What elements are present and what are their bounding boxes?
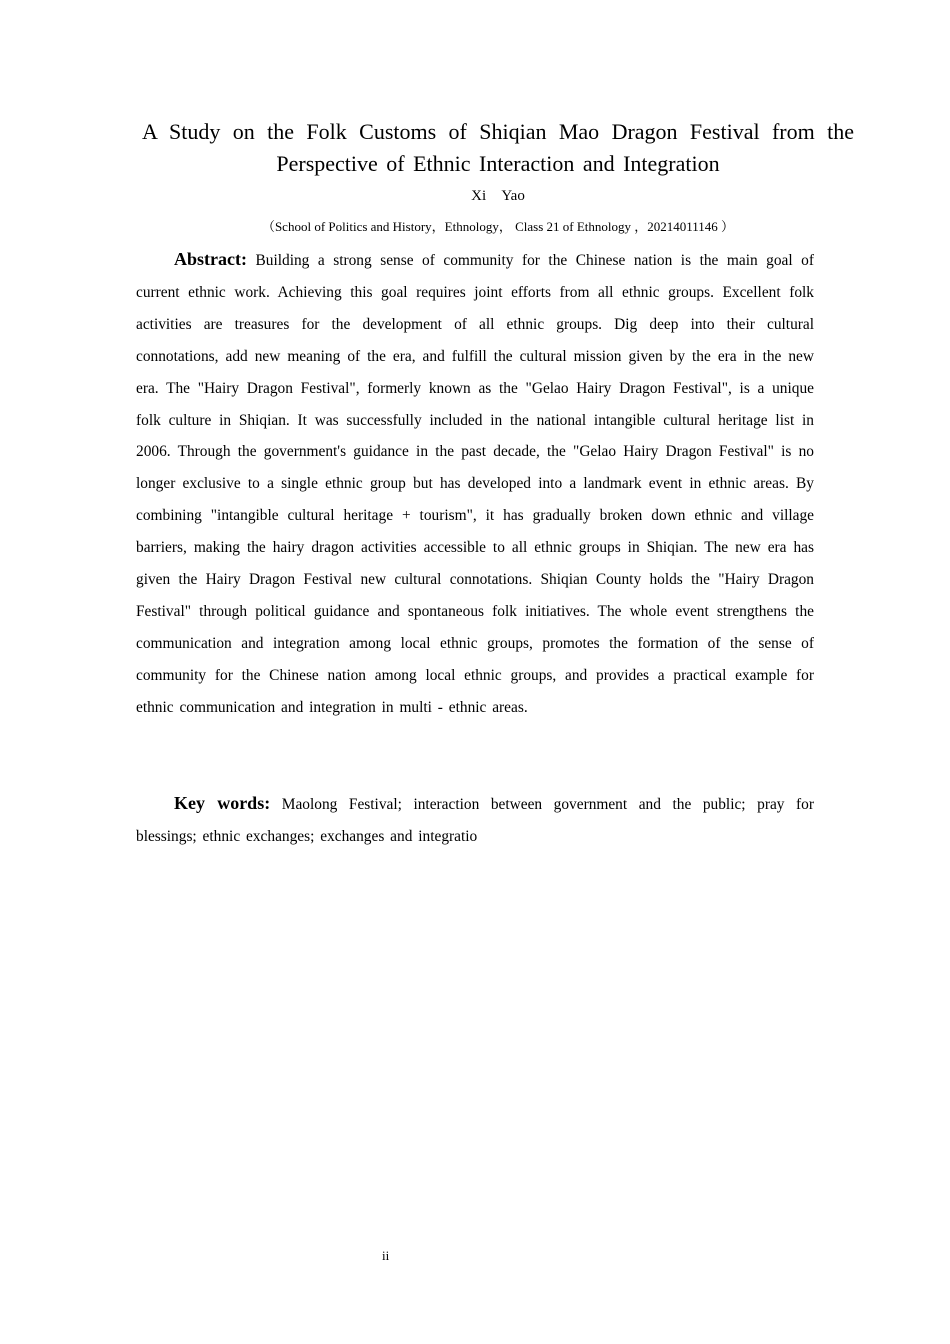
abstract-label: Abstract: bbox=[174, 249, 247, 269]
keywords-paragraph bbox=[136, 788, 814, 852]
paper-title-line-2: Perspective of Ethnic Interaction and Integration bbox=[276, 151, 720, 176]
abstract-paragraph bbox=[136, 244, 814, 724]
keywords-text: Maolong Festival; interaction between government and the public; pray for blessings; ethnic exchanges; exchanges and integratio bbox=[136, 796, 814, 845]
author-affiliation: （School of Politics and History，Ethnology， Class 21 of Ethnology ，20214011146 ） bbox=[261, 219, 735, 234]
abstract-text: Building a strong sense of community for the Chinese nation is the main goal of current ethnic work. Achieving this goal requires joint efforts from all ethnic groups. Excellent folk activities are treasures for the development of all ethnic groups. Dig deep into their cultural connotations, add new meaning of the era, and fulfill the cultural mission given by the era in the new era. The "Hairy Dragon Festival", formerly known as the "Gelao Hairy Dragon Festival", is a unique folk culture in Shiqian. It was successfully included in the national intangible cultural heritage list in 2006. Through the government's guidance in the past decade, the "Gelao Hairy Dragon Festival" is no longer exclusive to a single ethnic group but has developed into a landmark event in ethnic areas. By combining "intangible cultural heritage + tourism", it has gradually broken down ethnic and village barriers, making the hairy dragon activities accessible to all ethnic groups in Shiqian. The new era has given the Hairy Dragon Festival new cultural connotations. Shiqian County holds the "Hairy Dragon Festival" through political guidance and spontaneous folk initiatives. The whole event strengthens the communication and integration among local ethnic groups, promotes the formation of the sense of community for the Chinese nation among local ethnic groups, and provides a practical example for ethnic communication and integration in multi - ethnic areas. bbox=[136, 252, 814, 716]
page-number: ii bbox=[382, 1248, 390, 1263]
paper-title-line-1: A Study on the Folk Customs of Shiqian Mao Dragon Festival from the bbox=[142, 119, 854, 144]
author-name: Xi Yao bbox=[471, 188, 525, 204]
keywords-label: Key words: bbox=[174, 793, 271, 813]
paper-title bbox=[142, 116, 854, 180]
